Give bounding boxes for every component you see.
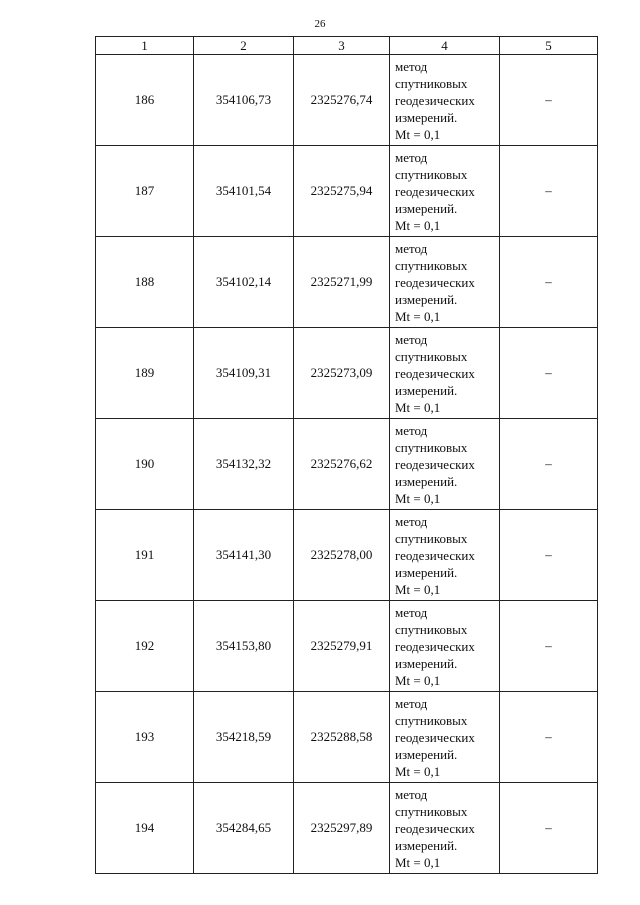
column-header-1: 1 [96, 37, 194, 55]
table-row [96, 419, 598, 510]
table-body [96, 55, 598, 874]
note-cell: – [500, 146, 598, 237]
method-cell [390, 783, 500, 874]
method-line: Mt = 0,1 [395, 764, 441, 779]
method-line: спутниковых [395, 258, 468, 273]
x-coordinate-cell: 354132,32 [194, 419, 294, 510]
point-number-cell: 193 [96, 692, 194, 783]
method-line: измерений. [395, 656, 458, 671]
method-cell [390, 692, 500, 783]
table-row [96, 692, 598, 783]
method-cell [390, 328, 500, 419]
point-number-cell: 187 [96, 146, 194, 237]
method-line: измерений. [395, 110, 458, 125]
x-coordinate-cell: 354109,31 [194, 328, 294, 419]
method-line: метод [395, 59, 428, 74]
note-cell: – [500, 419, 598, 510]
note-cell: – [500, 783, 598, 874]
method-cell [390, 55, 500, 146]
y-coordinate-cell: 2325275,94 [294, 146, 390, 237]
x-coordinate-cell: 354106,73 [194, 55, 294, 146]
table-row [96, 237, 598, 328]
x-coordinate-cell: 354153,80 [194, 601, 294, 692]
x-coordinate-cell: 354284,65 [194, 783, 294, 874]
x-coordinate-cell: 354101,54 [194, 146, 294, 237]
method-line: геодезических [395, 548, 475, 563]
method-line: метод [395, 423, 428, 438]
method-line: спутниковых [395, 713, 468, 728]
method-line: Mt = 0,1 [395, 400, 441, 415]
y-coordinate-cell: 2325273,09 [294, 328, 390, 419]
method-line: Mt = 0,1 [395, 855, 441, 870]
point-number-cell: 192 [96, 601, 194, 692]
method-line: геодезических [395, 275, 475, 290]
point-number-cell: 194 [96, 783, 194, 874]
method-line: измерений. [395, 838, 458, 853]
method-line: спутниковых [395, 622, 468, 637]
method-line: геодезических [395, 639, 475, 654]
method-cell [390, 237, 500, 328]
method-line: Mt = 0,1 [395, 673, 441, 688]
y-coordinate-cell: 2325276,74 [294, 55, 390, 146]
method-line: метод [395, 241, 428, 256]
y-coordinate-cell: 2325278,00 [294, 510, 390, 601]
header-row [96, 37, 598, 55]
method-cell [390, 419, 500, 510]
note-cell: – [500, 601, 598, 692]
method-line: измерений. [395, 292, 458, 307]
method-line: метод [395, 787, 428, 802]
method-line: спутниковых [395, 349, 468, 364]
method-line: измерений. [395, 565, 458, 580]
table-row [96, 146, 598, 237]
note-cell: – [500, 237, 598, 328]
point-number-cell: 189 [96, 328, 194, 419]
method-line: измерений. [395, 474, 458, 489]
method-line: Mt = 0,1 [395, 491, 441, 506]
method-line: спутниковых [395, 804, 468, 819]
point-number-cell: 186 [96, 55, 194, 146]
note-cell: – [500, 692, 598, 783]
method-line: измерений. [395, 747, 458, 762]
method-cell [390, 146, 500, 237]
method-line: метод [395, 605, 428, 620]
column-header-2: 2 [194, 37, 294, 55]
y-coordinate-cell: 2325276,62 [294, 419, 390, 510]
method-line: Mt = 0,1 [395, 127, 441, 142]
method-line: геодезических [395, 457, 475, 472]
x-coordinate-cell: 354218,59 [194, 692, 294, 783]
coordinates-table [95, 36, 598, 874]
column-header-4: 4 [390, 37, 500, 55]
table-row [96, 510, 598, 601]
method-line: геодезических [395, 184, 475, 199]
column-header-3: 3 [294, 37, 390, 55]
method-line: метод [395, 332, 428, 347]
method-line: метод [395, 514, 428, 529]
table-row [96, 601, 598, 692]
point-number-cell: 188 [96, 237, 194, 328]
y-coordinate-cell: 2325279,91 [294, 601, 390, 692]
method-line: геодезических [395, 821, 475, 836]
note-cell: – [500, 55, 598, 146]
method-line: метод [395, 150, 428, 165]
table-row [96, 55, 598, 146]
y-coordinate-cell: 2325271,99 [294, 237, 390, 328]
method-line: геодезических [395, 730, 475, 745]
method-line: метод [395, 696, 428, 711]
method-cell [390, 601, 500, 692]
table-row [96, 783, 598, 874]
method-line: Mt = 0,1 [395, 218, 441, 233]
x-coordinate-cell: 354141,30 [194, 510, 294, 601]
method-line: спутниковых [395, 76, 468, 91]
method-cell [390, 510, 500, 601]
method-line: геодезических [395, 366, 475, 381]
method-line: спутниковых [395, 531, 468, 546]
page-number: 26 [314, 18, 326, 30]
table-row [96, 328, 598, 419]
x-coordinate-cell: 354102,14 [194, 237, 294, 328]
y-coordinate-cell: 2325297,89 [294, 783, 390, 874]
method-line: Mt = 0,1 [395, 309, 441, 324]
method-line: измерений. [395, 201, 458, 216]
y-coordinate-cell: 2325288,58 [294, 692, 390, 783]
column-header-5: 5 [500, 37, 598, 55]
note-cell: – [500, 328, 598, 419]
point-number-cell: 190 [96, 419, 194, 510]
method-line: спутниковых [395, 167, 468, 182]
method-line: спутниковых [395, 440, 468, 455]
method-line: Mt = 0,1 [395, 582, 441, 597]
note-cell: – [500, 510, 598, 601]
method-line: геодезических [395, 93, 475, 108]
point-number-cell: 191 [96, 510, 194, 601]
method-line: измерений. [395, 383, 458, 398]
